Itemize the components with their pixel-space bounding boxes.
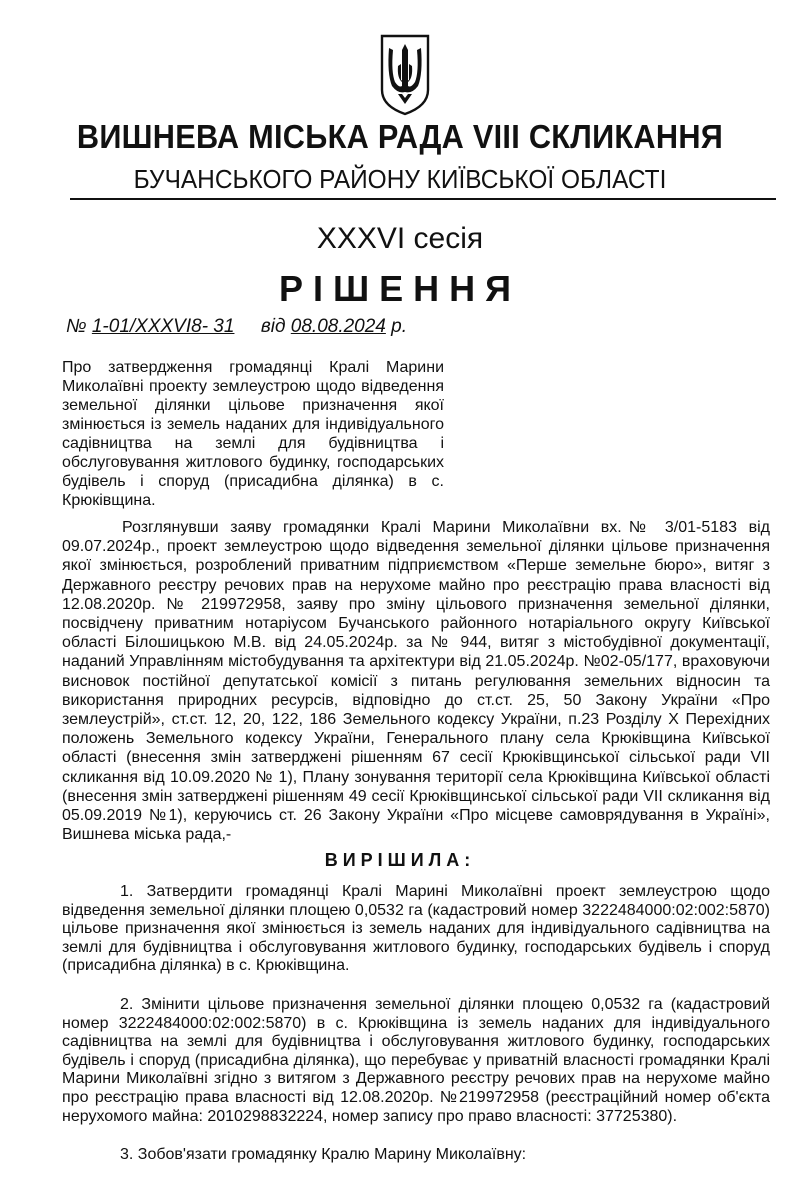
decision-title: РІШЕННЯ	[278, 268, 522, 309]
decision-number: 1-01/XXXVI8- 31	[91, 316, 235, 337]
resolution-item-1: 1. Затвердити громадянці Кралі Марині Миколаївні проект землеустрою щодо відведення земельної ділянки площею 0,0532 га (кадастровий номер 3222484000:02:002:5870) цільове призначення якої змінюється із земель наданих для індивідуального садівництва на землі для будівництва і обслуговування житлового будинку, господарських будівель і споруд (присадибна ділянка) в с. Крюківщина.	[62, 883, 770, 975]
district-title: БУЧАНСЬКОГО РАЙОНУ КИЇВСЬКОЇ ОБЛАСТІ	[133, 164, 667, 194]
trident-emblem-icon	[378, 34, 432, 116]
decision-number-line	[66, 316, 407, 338]
date-suffix: р.	[391, 316, 408, 337]
resolution-item-2: 2. Змінити цільове призначення земельної ділянки площею 0,0532 га (кадастровий номер 3222484000:02:002:5870) в с. Крюківщина із земель наданих для індивідуального садівництва на землі для будівництва і обслуговування житлового будинку, господарських будівель і споруд (присадибна ділянка), що перебуває у приватній власності громадянки Кралі Марини Миколаївні згідно з витягом з Державного реєстру речових прав на нерухоме майно про реєстрацію права власності від 12.08.2020р. №219972958 (реєстраційний номер об'єкта нерухомого майна: 2010298832224, номер запису про право власності: 37725380).	[62, 996, 770, 1125]
date-prefix: від	[260, 316, 286, 337]
council-title: ВИШНЕВА МІСЬКА РАДА VIII СКЛИКАННЯ	[76, 118, 724, 155]
resolution-item-3: 3. Зобов'язати громадянку Кралю Марину Миколаївну:	[120, 1146, 527, 1163]
decision-date: 08.08.2024	[290, 316, 386, 337]
preamble-paragraph: Розглянувши заяву громадянки Кралі Марини Миколаївни вх.№ 3/01-5183 від 09.07.2024р., проект землеустрою щодо відведення земельної ділянки цільове призначення якої змінюється, розроблений приватним підприємством «Перше земельне бюро», витяг з Державного реєстру речових прав на нерухоме майно про реєстрацію права власності від 12.08.2020р. № 219972958, заяву про зміну цільового призначення земельної ділянки, посвідчену приватним нотаріусом Бучанського районного нотаріального округу Київської області Білошицькою М.В. від 24.05.2024р. за № 944, витяг з містобудівної документації, наданий Управлінням містобудування та архітектури від 21.05.2024р. №02-05/177, враховуючи висновок постійної депутатської комісії з питань регулювання земельних відносин та використання природних ресурсів, відповідно до ст.ст. 25, 50 Закону України «Про землеустрій», ст.ст. 12, 20, 122, 186 Земельного кодексу України, п.23 Розділу X Перехідних положень Земельного кодексу України, Генерального плану села Крюківщина Київської області (внесення змін затверджені рішенням 67 сесії Крюківщинської сільської ради VII скликання від 10.09.2020 № 1), Плану зонування території села Крюківщина Київської області (внесення змін затверджені рішенням 49 сесії Крюківщинської сільської ради VII скликання від 05.09.2019 №1), керуючись ст. 26 Закону України «Про місцеве самоврядування в Україні», Вишнева міська рада,-	[62, 519, 770, 844]
header-divider	[70, 198, 776, 200]
number-prefix: №	[66, 316, 87, 337]
session-label: XXXVI сесія	[316, 222, 484, 255]
resolved-heading: ВИРІШИЛА:	[324, 850, 476, 870]
decision-subject: Про затвердження громадянці Кралі Марини Миколаївні проекту землеустрою щодо відведення земельної ділянки цільове призначення якої змінюється із земель наданих для індивідуального садівництва на землі для будівництва і обслуговування житлового будинку, господарських будівель і споруд (присадибна ділянка) в с. Крюківщина.	[62, 359, 444, 509]
